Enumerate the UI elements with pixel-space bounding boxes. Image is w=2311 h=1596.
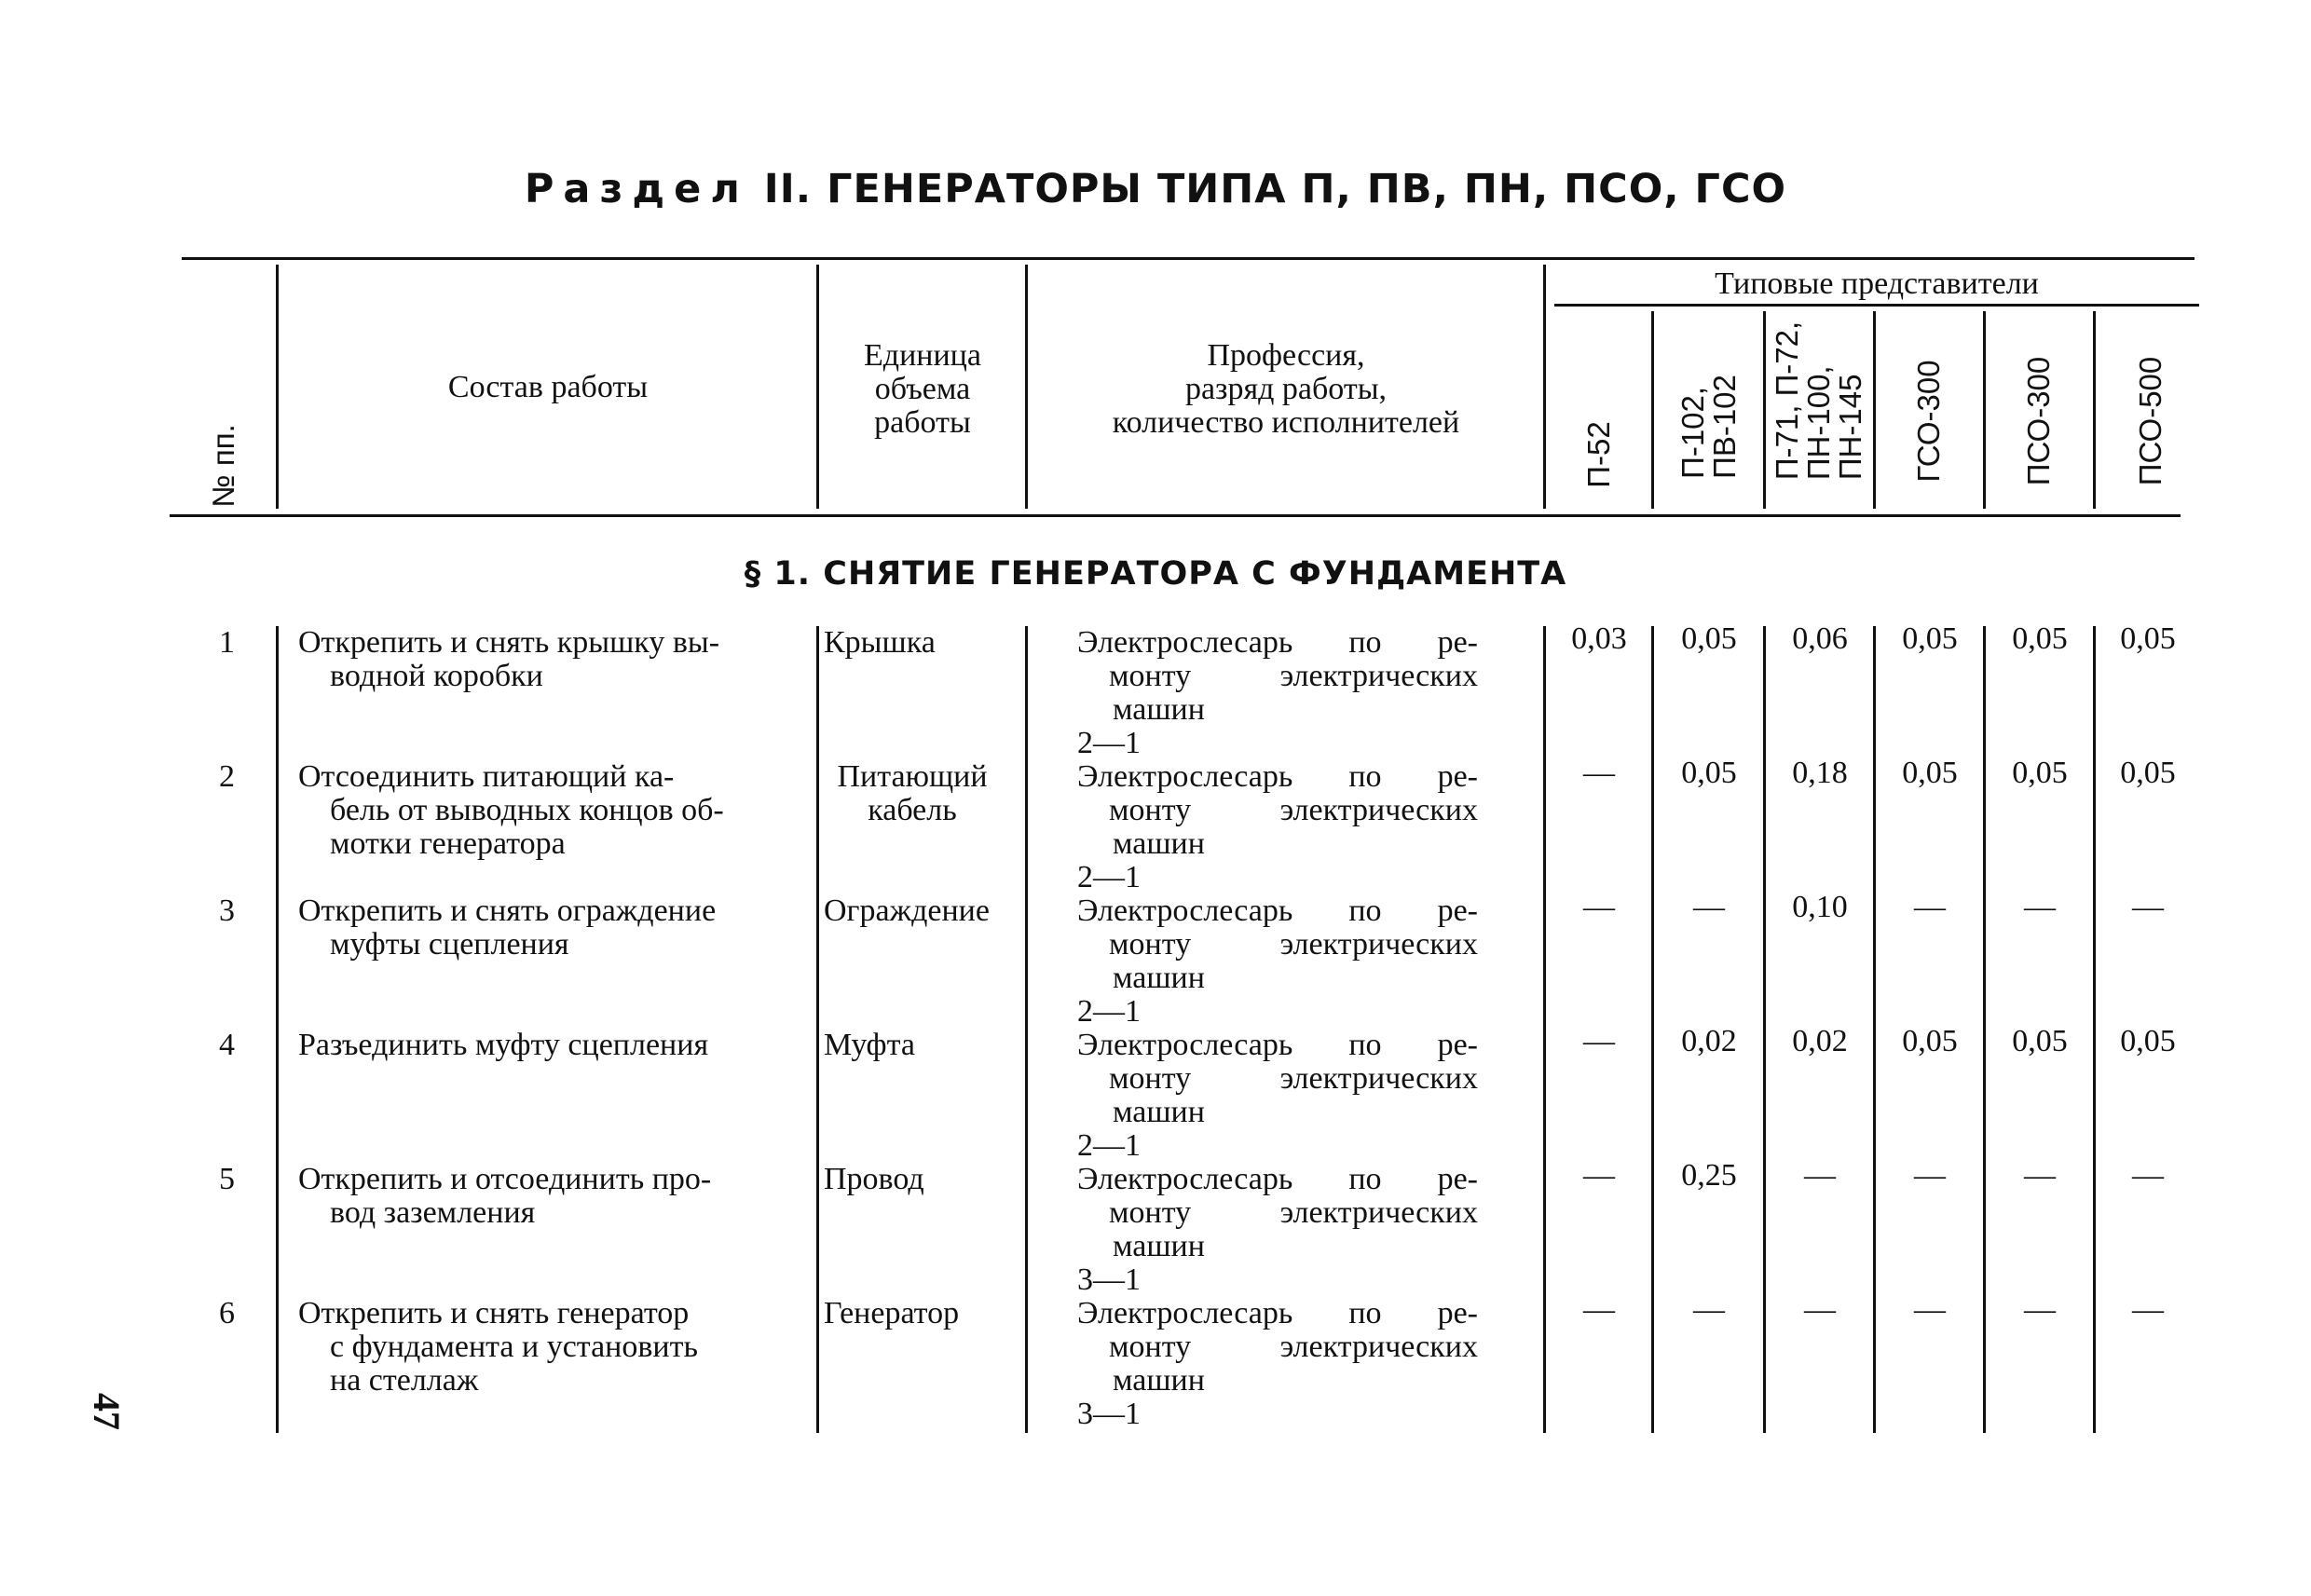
work-line: на стеллаж: [330, 1363, 479, 1398]
body-sep-unit: [1025, 626, 1028, 1433]
work-line: Открепить и отсоединить про-: [298, 1162, 712, 1196]
profession-line: монту электрических: [1109, 659, 1478, 693]
body-sep-t3: [1873, 626, 1876, 1433]
profession-line: машин: [1113, 1229, 1205, 1263]
body-sep-t4: [1983, 626, 1986, 1433]
header-sep-t2: [1763, 311, 1766, 509]
norm-value-2: 0,25: [1681, 1158, 1737, 1193]
title-prefix: Раздел: [524, 166, 749, 212]
grade-count: 2—1: [1077, 994, 1141, 1029]
norm-value-4: —: [1914, 1292, 1946, 1327]
unit-of-work: Ограждение: [824, 893, 990, 928]
norm-value-4: 0,05: [1902, 1024, 1958, 1058]
header-type-4: ГСО-300: [1911, 360, 1946, 483]
norm-value-3: —: [1804, 1292, 1836, 1327]
work-description: [298, 894, 801, 962]
header-type-6: ПСО-500: [2133, 356, 2167, 486]
header-sep-t3: [1873, 311, 1876, 509]
profession-line: машин: [1113, 961, 1205, 995]
profession-line: Электрослесарь по ре-: [1077, 625, 1478, 660]
norm-value-3: 0,06: [1792, 621, 1848, 656]
norm-value-5: 0,05: [2012, 1024, 2068, 1058]
row-number: 2: [219, 759, 235, 794]
grade-count: 2—1: [1077, 726, 1141, 760]
body-sep-work: [816, 626, 819, 1433]
norm-value-2: —: [1693, 1292, 1725, 1327]
profession-line: монту электрических: [1109, 927, 1478, 962]
profession-line: Электрослесарь по ре-: [1077, 1028, 1478, 1062]
profession: [1077, 626, 1478, 760]
row-number: 4: [219, 1028, 235, 1062]
header-unit: Единица объема работы: [864, 338, 981, 440]
work-line: Открепить и снять крышку вы-: [298, 625, 720, 660]
profession-line: монту электрических: [1109, 1061, 1478, 1096]
norm-value-3: —: [1804, 1158, 1836, 1193]
norm-value-1: —: [1583, 1024, 1615, 1058]
unit-of-work: Муфта: [824, 1028, 915, 1062]
header-top-rule: [182, 257, 2195, 260]
norm-value-6: —: [2132, 1158, 2164, 1193]
profession: [1077, 760, 1478, 894]
row-number: 6: [219, 1296, 235, 1330]
header-type-2: П-102, ПВ-102: [1675, 375, 1742, 479]
header-types-group: Типовые представители: [1715, 266, 2039, 301]
profession-line: монту электрических: [1109, 1195, 1478, 1230]
grade-count: 3—1: [1077, 1397, 1141, 1431]
norm-value-2: 0,05: [1681, 621, 1737, 656]
unit-of-work: Генератор: [824, 1296, 960, 1330]
norm-value-1: —: [1583, 1292, 1615, 1327]
work-description: [298, 1163, 801, 1230]
profession: [1077, 1029, 1478, 1163]
norm-value-3: 0,10: [1792, 890, 1848, 924]
header-profession: Профессия, разряд работы, количество исполнителей: [1112, 338, 1460, 440]
norm-value-1: 0,03: [1571, 621, 1627, 656]
norm-value-1: —: [1583, 1158, 1615, 1193]
norm-value-5: 0,05: [2012, 756, 2068, 790]
work-line: бель от выводных концов об-: [330, 793, 724, 827]
body-sep-prof: [1543, 626, 1546, 1433]
norm-value-5: 0,05: [2012, 621, 2068, 656]
row-number: 3: [219, 893, 235, 928]
body-sep-num: [276, 626, 279, 1433]
norm-value-4: 0,05: [1902, 621, 1958, 656]
header-type-1: П-52: [1581, 421, 1616, 488]
profession: [1077, 1297, 1478, 1431]
profession-line: машин: [1113, 1095, 1205, 1129]
norm-value-6: —: [2132, 890, 2164, 924]
work-line: Открепить и снять генератор: [298, 1296, 690, 1330]
profession-line: монту электрических: [1109, 793, 1478, 827]
work-line: муфты сцепления: [330, 927, 569, 962]
types-group-rule: [1554, 304, 2199, 307]
norm-value-6: —: [2132, 1292, 2164, 1327]
grade-count: 3—1: [1077, 1262, 1141, 1297]
work-description: [298, 1029, 801, 1062]
norm-value-6: 0,05: [2120, 756, 2176, 790]
norm-value-4: 0,05: [1902, 756, 1958, 790]
grade-count: 2—1: [1077, 1128, 1141, 1163]
profession-line: монту электрических: [1109, 1330, 1478, 1364]
section-title: § 1. СНЯТИЕ ГЕНЕРАТОРА С ФУНДАМЕНТА: [744, 555, 1567, 593]
profession-line: машин: [1113, 692, 1205, 727]
header-type-3: П-71, П-72, ПН-100, ПН-145: [1770, 321, 1867, 481]
work-line: Отсоединить питающий ка-: [298, 759, 675, 794]
header-work: Состав работы: [447, 370, 649, 404]
header-sep-work: [816, 265, 819, 509]
work-line: вод заземления: [330, 1195, 536, 1230]
norm-value-4: —: [1914, 1158, 1946, 1193]
norm-value-4: —: [1914, 890, 1946, 924]
row-number: 1: [219, 625, 235, 660]
header-num: № пп.: [206, 424, 240, 508]
norm-value-2: 0,05: [1681, 756, 1737, 790]
norm-value-1: —: [1583, 890, 1615, 924]
work-line: Разъединить муфту сцепления: [298, 1028, 709, 1062]
body-sep-t2: [1763, 626, 1766, 1433]
norm-value-2: 0,02: [1681, 1024, 1737, 1058]
header-sep-num: [276, 265, 279, 509]
profession-line: Электрослесарь по ре-: [1077, 1296, 1478, 1330]
norm-value-5: —: [2024, 1292, 2056, 1327]
profession-line: Электрослесарь по ре-: [1077, 759, 1478, 794]
work-line: с фундамента и установить: [330, 1330, 698, 1364]
header-sep-unit: [1025, 265, 1028, 509]
header-sep-prof: [1543, 265, 1546, 509]
profession: [1077, 894, 1478, 1029]
norm-value-3: 0,02: [1792, 1024, 1848, 1058]
work-description: [298, 760, 801, 861]
work-line: водной коробки: [330, 659, 543, 693]
profession-line: Электрослесарь по ре-: [1077, 1162, 1478, 1196]
norm-value-3: 0,18: [1792, 756, 1848, 790]
unit-of-work: Крышка: [824, 625, 936, 660]
work-description: [298, 626, 801, 693]
norm-value-1: —: [1583, 756, 1615, 790]
profession-line: машин: [1113, 826, 1205, 861]
profession-line: машин: [1113, 1363, 1205, 1398]
norm-value-2: —: [1693, 890, 1725, 924]
norm-value-6: 0,05: [2120, 621, 2176, 656]
norm-value-5: —: [2024, 890, 2056, 924]
body-sep-t1: [1651, 626, 1654, 1433]
norm-value-6: 0,05: [2120, 1024, 2176, 1058]
header-sep-t4: [1983, 311, 1986, 509]
header-sep-t1: [1651, 311, 1654, 509]
profession-line: Электрослесарь по ре-: [1077, 893, 1478, 928]
header-bottom-rule: [170, 514, 2181, 517]
body-sep-t5: [2093, 626, 2096, 1433]
page-number: 47: [86, 1393, 128, 1430]
work-line: мотки генератора: [330, 826, 566, 861]
row-number: 5: [219, 1162, 235, 1196]
unit-of-work: Питающий кабель: [837, 759, 988, 827]
profession: [1077, 1163, 1478, 1297]
work-line: Открепить и снять ограждение: [298, 893, 717, 928]
header-type-5: ПСО-300: [2021, 356, 2056, 486]
page-title: [0, 166, 2311, 212]
norm-value-5: —: [2024, 1158, 2056, 1193]
unit-of-work: Провод: [824, 1162, 924, 1196]
grade-count: 2—1: [1077, 860, 1141, 894]
work-description: [298, 1297, 801, 1398]
header-sep-t5: [2093, 311, 2096, 509]
title-main: II. ГЕНЕРАТОРЫ ТИПА П, ПВ, ПН, ПСО, ГСО: [763, 166, 1787, 212]
